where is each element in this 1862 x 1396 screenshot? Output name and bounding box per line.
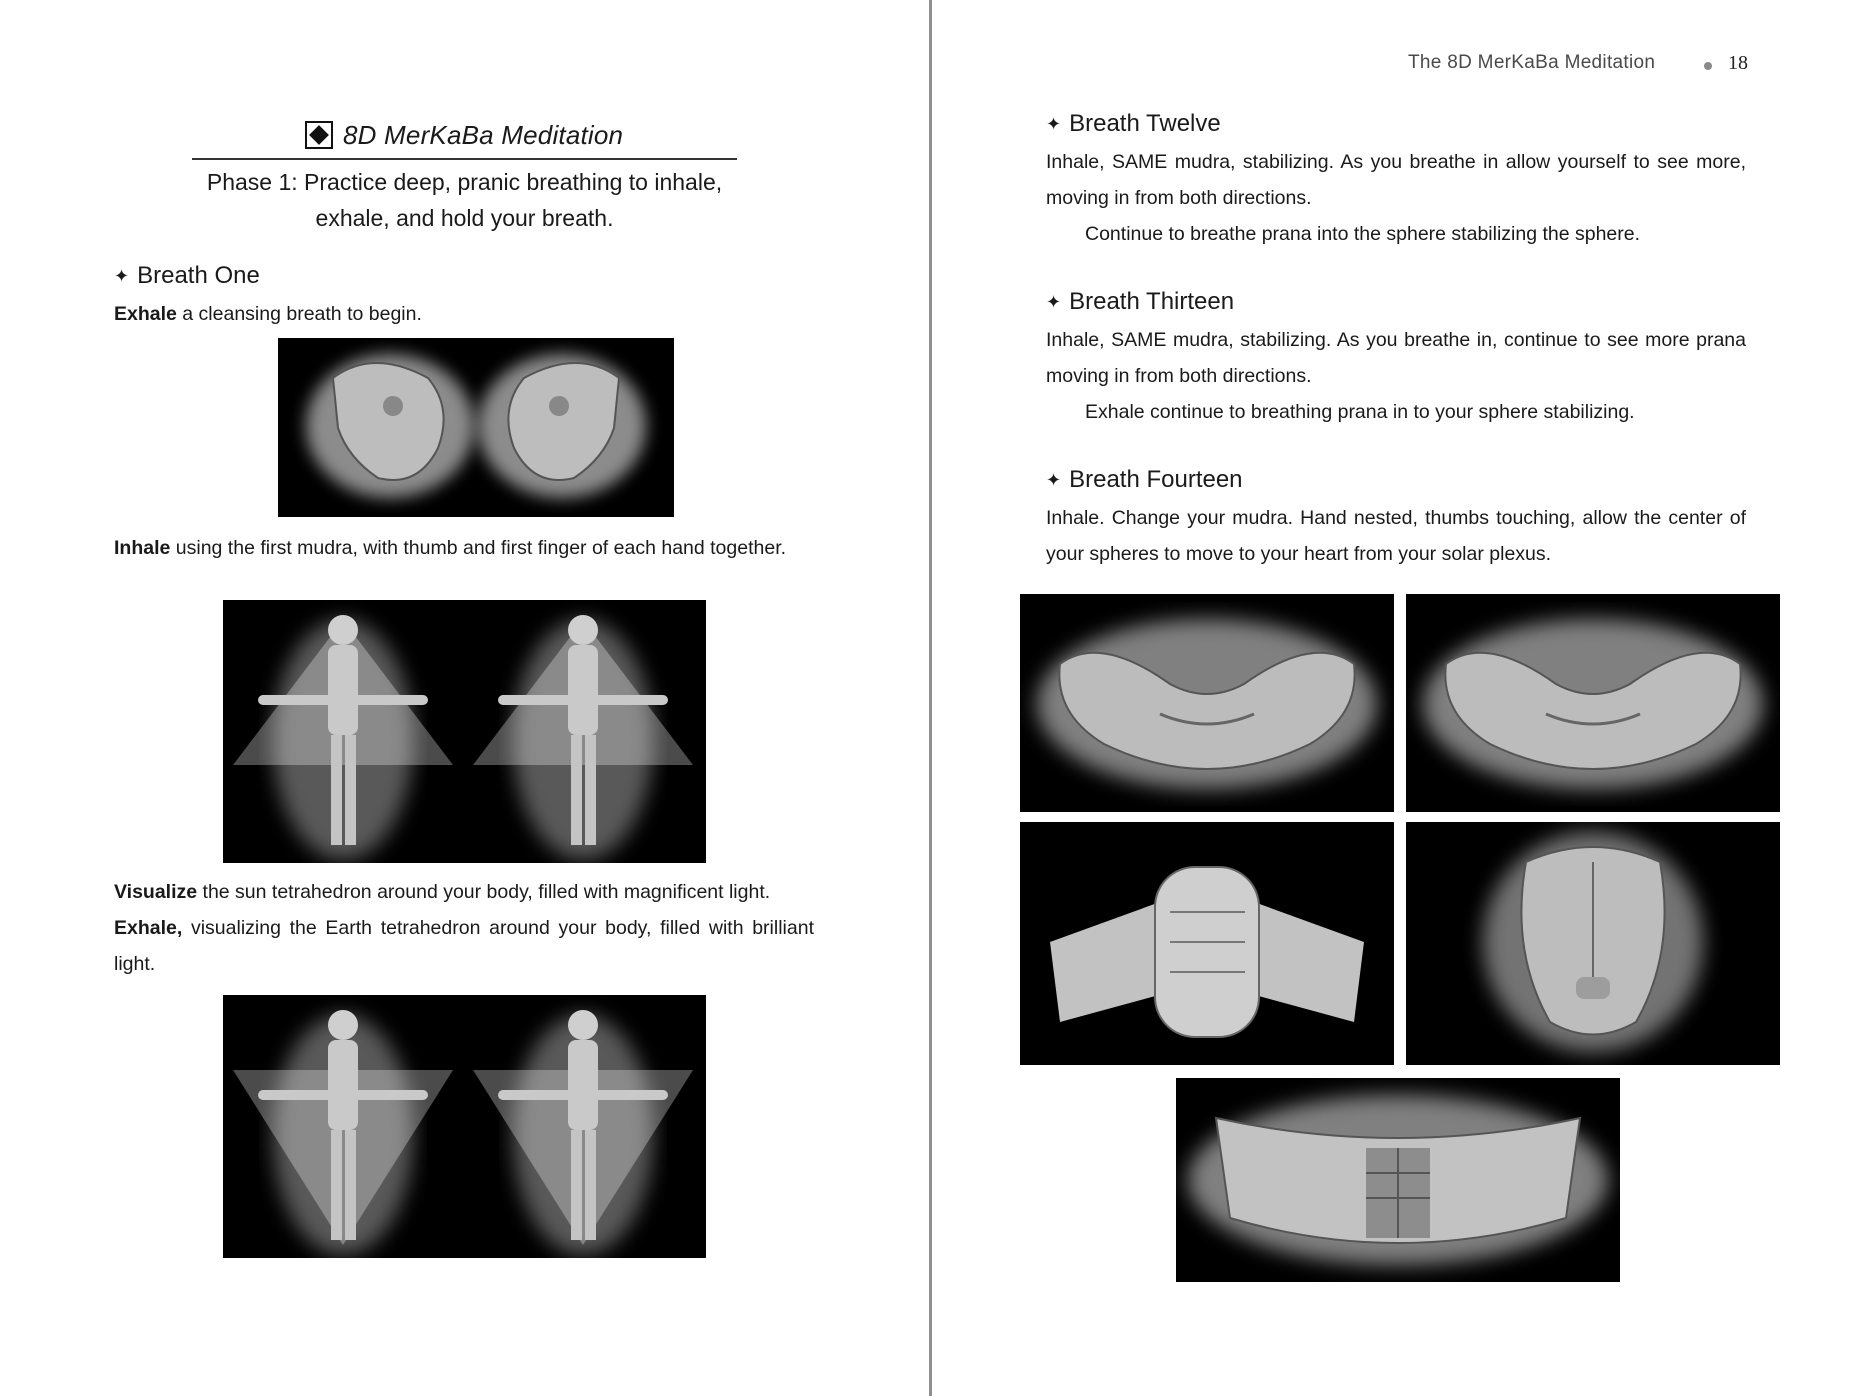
star-bullet-icon: ✦ — [1046, 469, 1062, 490]
breath-thirteen-p1: Inhale, SAME mudra, stabilizing. As you breathe in, continue to see more prana moving in from both directions. — [1046, 329, 1746, 387]
clasped-hands-image — [1020, 822, 1394, 1065]
breath-fourteen-p1: Inhale. Change your mudra. Hand nested, thumbs touching, allow the center of your spheres to move to your heart from your solar plexus. — [1046, 507, 1746, 565]
breath-twelve-p2: Continue to breathe prana into the sphere stabilizing the sphere. — [1085, 223, 1641, 245]
exhale-text: a cleansing breath to begin. — [176, 303, 422, 325]
breath-one-heading — [114, 262, 260, 290]
cupped-hands-image — [1406, 822, 1780, 1065]
inhale-text: using the first mudra, with thumb and first finger of each hand together. — [170, 537, 787, 559]
breath-one-title: Breath One — [137, 262, 260, 289]
nested-hands-image-2 — [1406, 594, 1780, 812]
breath-thirteen-title: Breath Thirteen — [1069, 288, 1235, 315]
star-bullet-icon: ✦ — [114, 265, 130, 286]
diamond-badge-icon — [305, 121, 333, 149]
inhale-keyword: Inhale — [114, 537, 171, 559]
chapter-title — [305, 116, 623, 154]
visualize-paragraph — [114, 874, 814, 910]
visualize-keyword: Visualize — [114, 881, 198, 903]
exhale-earth-keyword: Exhale, — [114, 917, 183, 939]
hands-mudra-image — [278, 338, 674, 517]
breath-twelve-p1: Inhale, SAME mudra, stabilizing. As you breathe in allow yourself to see more, moving in from both directions. — [1046, 151, 1746, 209]
star-bullet-icon: ✦ — [1046, 291, 1062, 312]
visualize-text: the sun tetrahedron around your body, filled with magnificent light. — [197, 881, 771, 903]
breath-twelve-title: Breath Twelve — [1069, 110, 1221, 137]
breath-fourteen-title: Breath Fourteen — [1069, 466, 1243, 493]
earth-tetrahedron-image — [223, 995, 706, 1258]
breath-thirteen-heading — [1046, 288, 1234, 316]
chapter-title-text: 8D MerKaBa Meditation — [343, 119, 624, 150]
page-number: 18 — [1728, 52, 1748, 74]
exhale-earth-text: visualizing the Earth tetrahedron around your body, filled with brilliant light. — [114, 917, 814, 975]
exhale-earth-paragraph — [114, 910, 814, 982]
left-page — [0, 0, 929, 1396]
running-head: The 8D MerKaBa Meditation — [1408, 52, 1656, 73]
inhale-paragraph — [114, 530, 814, 566]
breath-fourteen-heading — [1046, 466, 1243, 494]
breath-twelve-heading — [1046, 110, 1221, 138]
sun-tetrahedron-image — [223, 600, 706, 863]
open-hands-heart-image — [1176, 1078, 1620, 1282]
exhale-paragraph — [114, 296, 814, 332]
star-bullet-icon: ✦ — [1046, 113, 1062, 134]
breath-thirteen-p2: Exhale continue to breathing prana in to your sphere stabilizing. — [1085, 401, 1635, 423]
title-divider — [192, 158, 737, 160]
nested-hands-image-1 — [1020, 594, 1394, 812]
phase-subtitle: Phase 1: Practice deep, pranic breathing to inhale, exhale, and hold your breath. — [206, 169, 723, 231]
exhale-keyword: Exhale — [114, 303, 177, 325]
running-head-dot — [1704, 62, 1712, 70]
